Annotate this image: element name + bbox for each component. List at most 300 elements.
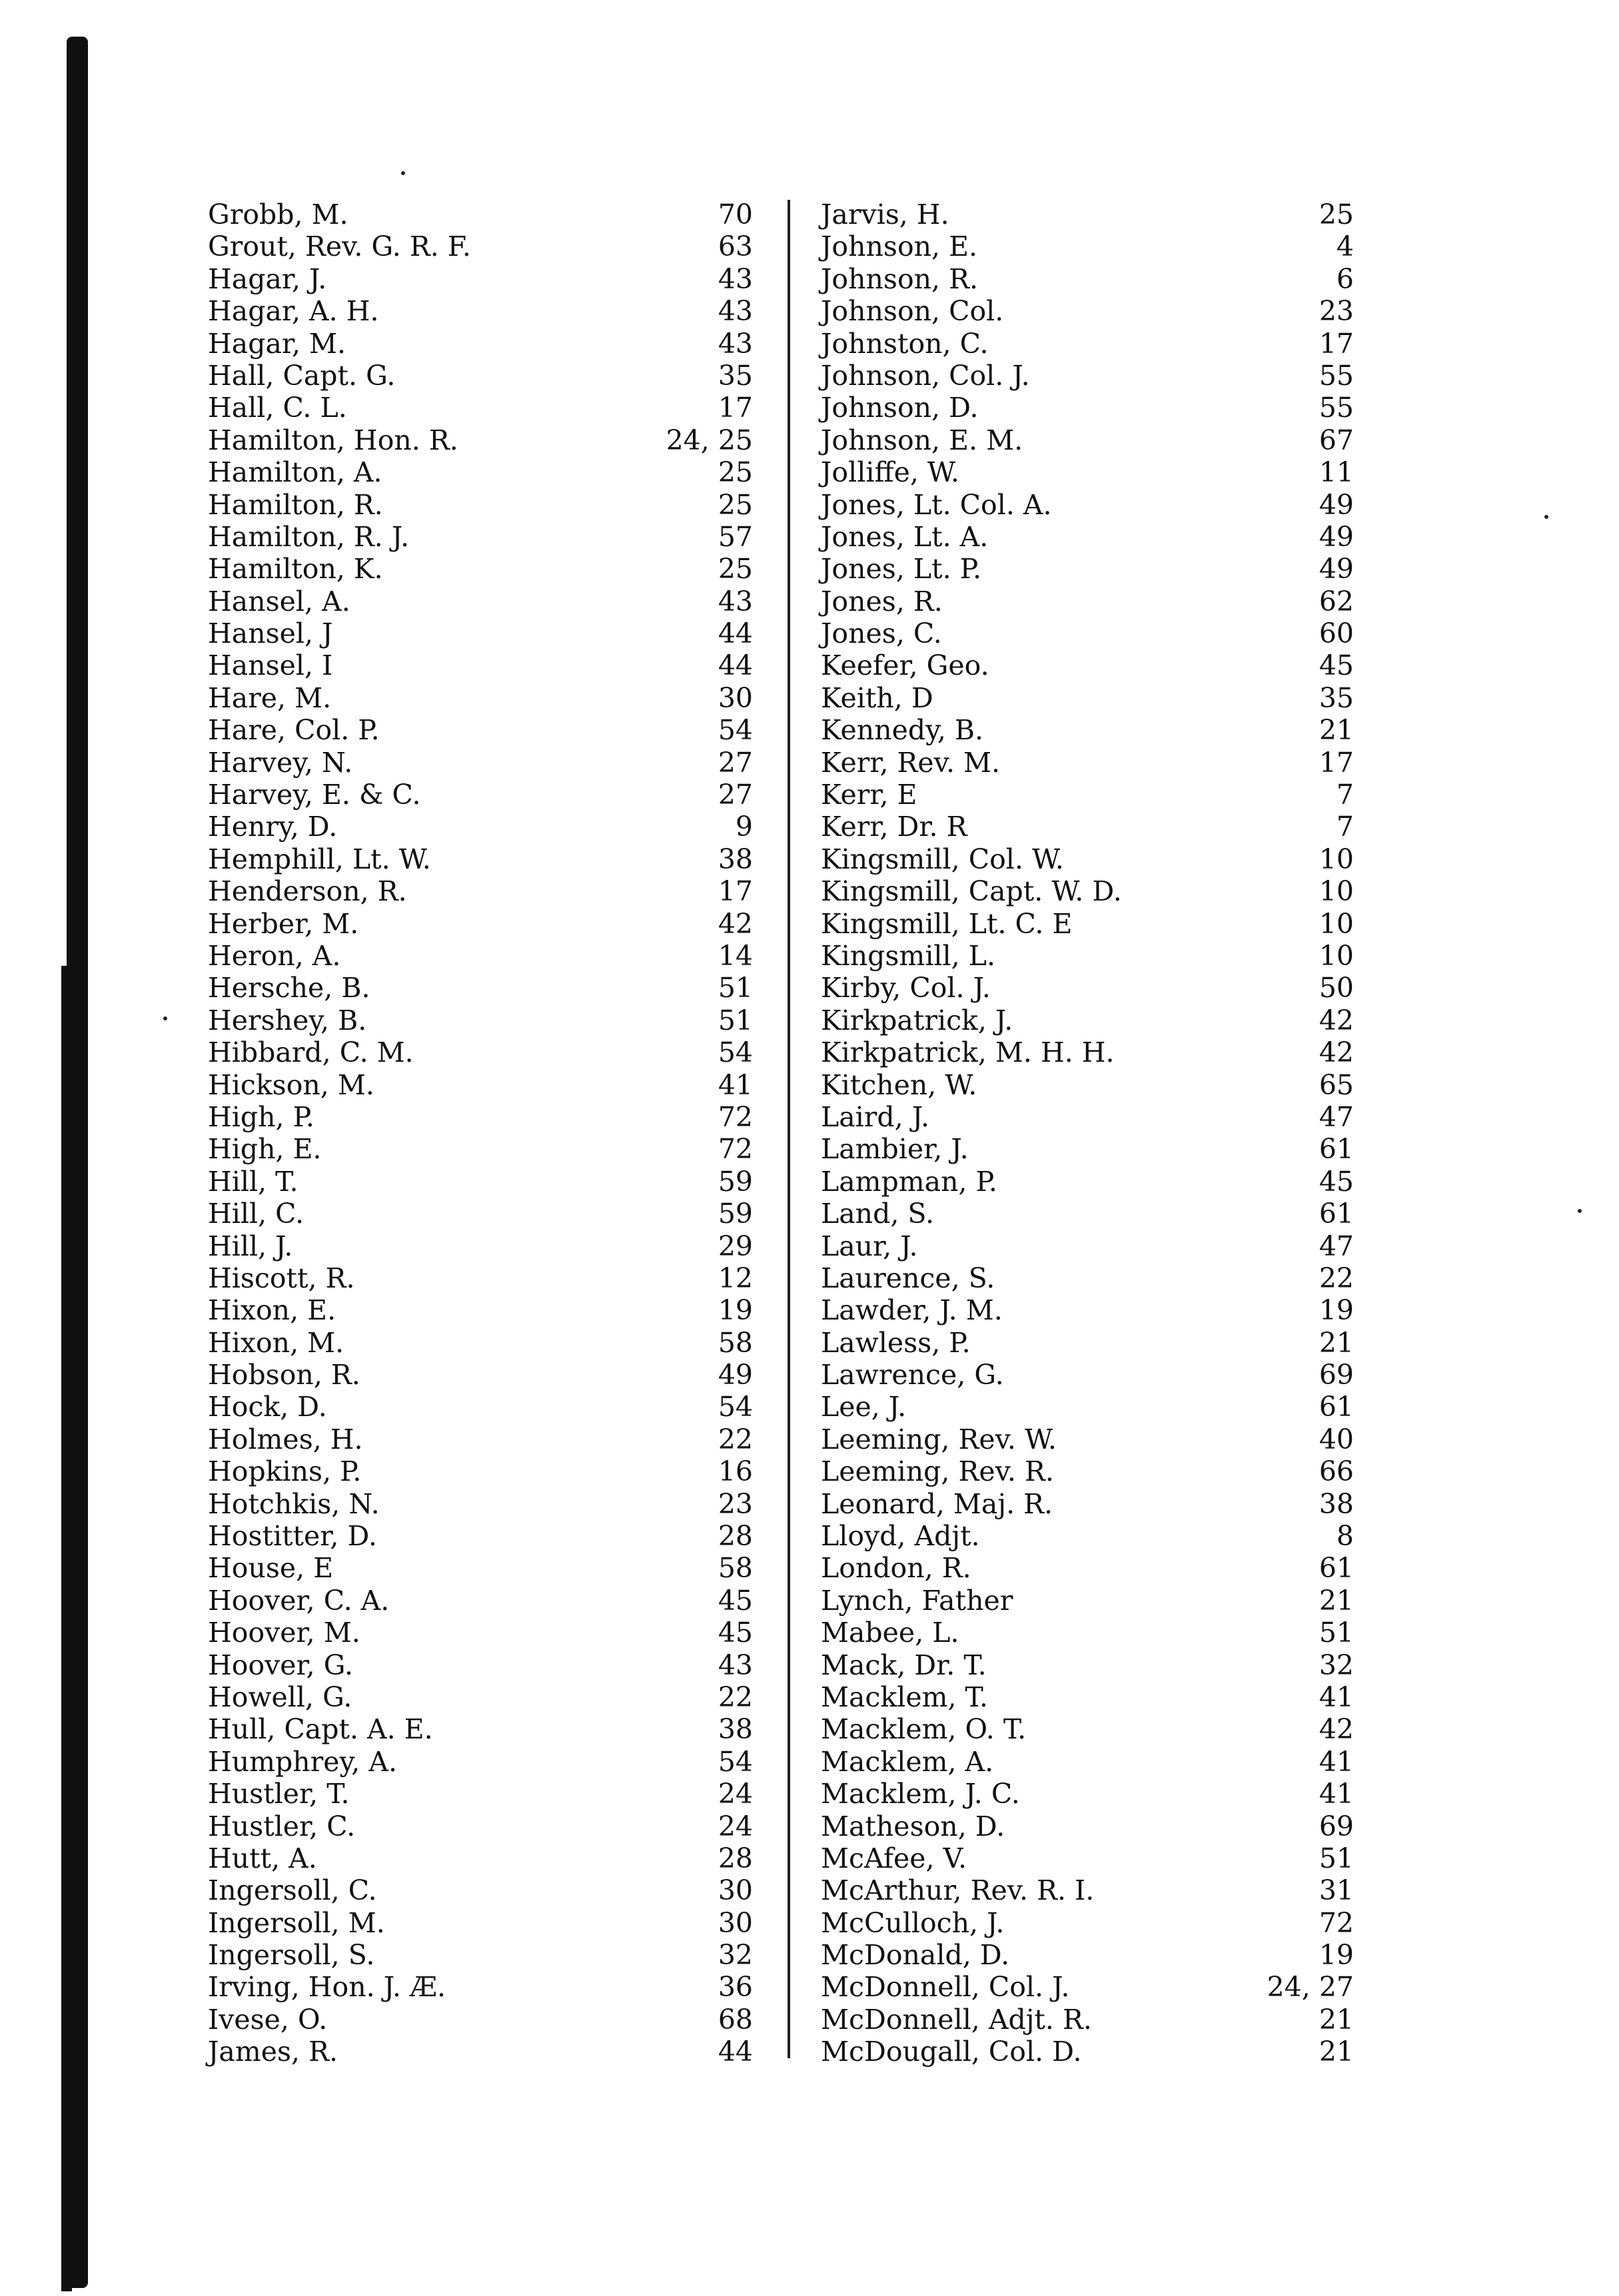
entry-name: Grobb, M.	[208, 198, 348, 230]
entry-name: Howell, G.	[208, 1681, 352, 1713]
index-entry	[208, 424, 753, 456]
entry-page: 55	[1319, 359, 1354, 392]
entry-name: Lee, J.	[821, 1391, 907, 1423]
entry-page: 45	[1319, 1165, 1354, 1198]
entry-page: 43	[718, 295, 753, 328]
entry-page: 16	[718, 1455, 753, 1488]
entry-page: 21	[1319, 2003, 1354, 2036]
entry-page: 57	[718, 520, 753, 553]
entry-page: 67	[1319, 424, 1354, 456]
entry-page: 42	[718, 907, 753, 940]
entry-name: Keith, D	[821, 681, 933, 714]
entry-name: Hock, D.	[208, 1391, 327, 1423]
index-entry	[821, 553, 1354, 585]
entry-page: 19	[1319, 1939, 1354, 1972]
entry-page: 51	[1319, 1842, 1354, 1874]
entry-name: Johnson, D.	[821, 392, 979, 424]
entry-page: 9	[735, 811, 753, 843]
index-entry	[821, 392, 1354, 424]
index-entry	[821, 1713, 1354, 1745]
entry-name: Kerr, Dr. R	[821, 811, 967, 843]
entry-page: 63	[718, 230, 753, 263]
entry-page: 42	[1319, 1036, 1354, 1069]
index-entry	[821, 1069, 1354, 1101]
index-entry	[208, 2036, 753, 2068]
index-entry	[208, 1036, 753, 1068]
entry-name: Ivese, O.	[208, 2003, 328, 2036]
index-entry	[208, 940, 753, 972]
entry-page: 66	[1319, 1455, 1354, 1488]
entry-name: McDougall, Col. D.	[821, 2036, 1082, 2068]
index-entry	[821, 1036, 1354, 1068]
entry-name: Hagar, J.	[208, 262, 327, 295]
entry-name: Mabee, L.	[821, 1617, 959, 1649]
index-entry	[208, 1874, 753, 1906]
entry-name: Kingsmill, Capt. W. D.	[821, 875, 1122, 908]
entry-name: McCulloch, J.	[821, 1906, 1005, 1939]
entry-name: Hagar, A. H.	[208, 295, 379, 328]
entry-name: Lampman, P.	[821, 1165, 997, 1198]
entry-name: Hiscott, R.	[208, 1262, 355, 1294]
entry-page: 23	[718, 1487, 753, 1520]
index-entry	[208, 972, 753, 1004]
entry-page: 47	[1319, 1100, 1354, 1133]
entry-page: 25	[718, 553, 753, 585]
entry-name: Laurence, S.	[821, 1262, 995, 1294]
entry-name: Irving, Hon. J. Æ.	[208, 1971, 446, 2004]
index-entry	[208, 1294, 753, 1326]
index-entry	[821, 1842, 1354, 1874]
entry-name: Hamilton, K.	[208, 553, 383, 585]
column-divider	[788, 200, 790, 2058]
index-entry	[208, 1552, 753, 1584]
entry-name: Kingsmill, Col. W.	[821, 843, 1064, 875]
entry-name: Hansel, A.	[208, 585, 350, 617]
entry-page: 11	[1319, 456, 1354, 489]
index-entry	[821, 489, 1354, 521]
entry-name: Kerr, Rev. M.	[821, 746, 1001, 779]
index-entry	[208, 875, 753, 907]
entry-page: 22	[1319, 1262, 1354, 1294]
entry-page: 45	[718, 1617, 753, 1649]
index-entry	[821, 875, 1354, 907]
entry-name: House, E	[208, 1552, 334, 1585]
index-entry	[821, 1133, 1354, 1165]
entry-name: London, R.	[821, 1552, 971, 1585]
entry-name: Hansel, I	[208, 649, 333, 682]
entry-page: 41	[1319, 1778, 1354, 1810]
entry-page: 60	[1319, 617, 1354, 650]
index-entry	[821, 2036, 1354, 2068]
index-entry	[821, 295, 1354, 327]
entry-name: Ingersoll, C.	[208, 1874, 377, 1907]
entry-page: 50	[1319, 972, 1354, 1004]
entry-name: Jarvis, H.	[821, 198, 949, 230]
entry-page: 49	[718, 1359, 753, 1391]
entry-name: Johnston, C.	[821, 327, 989, 360]
entry-name: Grout, Rev. G. R. F.	[208, 230, 471, 263]
entry-name: Laird, J.	[821, 1100, 929, 1133]
index-entry	[821, 1327, 1354, 1359]
index-entry	[821, 1004, 1354, 1036]
entry-page: 24, 27	[1267, 1971, 1354, 2004]
index-entry	[208, 1327, 753, 1359]
entry-page: 51	[718, 972, 753, 1004]
entry-name: Hershey, B.	[208, 1004, 367, 1036]
entry-name: Hoover, C. A.	[208, 1584, 390, 1617]
entry-name: McAfee, V.	[821, 1842, 967, 1874]
index-entry	[208, 1198, 753, 1230]
index-column-right	[821, 198, 1354, 2068]
entry-page: 10	[1319, 843, 1354, 875]
entry-name: Hutt, A.	[208, 1842, 317, 1874]
index-entry	[821, 779, 1354, 811]
entry-page: 17	[1319, 327, 1354, 360]
entry-name: Hare, M.	[208, 681, 332, 714]
entry-page: 38	[718, 843, 753, 875]
entry-name: Hill, J.	[208, 1230, 293, 1262]
entry-name: Johnson, R.	[821, 262, 979, 295]
index-entry	[821, 1198, 1354, 1230]
index-entry	[208, 328, 753, 360]
entry-page: 61	[1319, 1391, 1354, 1423]
entry-page: 30	[718, 1906, 753, 1939]
index-entry	[208, 295, 753, 327]
entry-name: Hostitter, D.	[208, 1520, 377, 1553]
index-entry	[208, 714, 753, 746]
index-entry	[208, 908, 753, 940]
index-entry	[821, 1488, 1354, 1520]
entry-page: 4	[1336, 230, 1354, 263]
entry-name: Johnson, Col. J.	[821, 359, 1030, 392]
entry-name: McDonnell, Adjt. R.	[821, 2003, 1092, 2036]
index-entry	[821, 1874, 1354, 1906]
entry-page: 17	[718, 392, 753, 424]
index-entry	[208, 1166, 753, 1198]
entry-name: Matheson, D.	[821, 1810, 1005, 1842]
entry-page: 21	[1319, 1584, 1354, 1617]
entry-name: Lawrence, G.	[821, 1359, 1004, 1391]
index-entry	[208, 779, 753, 811]
index-entry	[208, 1713, 753, 1745]
index-entry	[208, 2004, 753, 2036]
entry-page: 19	[1319, 1294, 1354, 1327]
entry-page: 42	[1319, 1004, 1354, 1036]
print-speck	[1578, 1209, 1582, 1213]
entry-name: McDonnell, Col. J.	[821, 1971, 1070, 2004]
entry-name: Laur, J.	[821, 1230, 918, 1262]
index-entry	[208, 1359, 753, 1391]
entry-page: 36	[718, 1971, 753, 2004]
index-entry	[208, 747, 753, 779]
index-entry	[821, 1359, 1354, 1391]
entry-name: Ingersoll, M.	[208, 1906, 385, 1939]
entry-name: Lawder, J. M.	[821, 1294, 1003, 1327]
entry-page: 72	[718, 1133, 753, 1166]
entry-name: Hickson, M.	[208, 1068, 374, 1101]
index-entry	[208, 1842, 753, 1874]
index-entry	[208, 1488, 753, 1520]
index-entry	[821, 1649, 1354, 1681]
entry-name: Lawless, P.	[821, 1326, 971, 1359]
index-entry	[208, 585, 753, 617]
entry-name: Hopkins, P.	[208, 1455, 362, 1488]
entry-name: Hustler, C.	[208, 1810, 356, 1842]
index-entry	[821, 263, 1354, 295]
entry-name: Herber, M.	[208, 907, 359, 940]
index-entry	[208, 1681, 753, 1713]
entry-name: Ingersoll, S.	[208, 1939, 375, 1972]
index-entry	[208, 198, 753, 230]
entry-name: Kirkpatrick, J.	[821, 1004, 1013, 1036]
index-entry	[208, 1004, 753, 1036]
index-entry	[208, 1971, 753, 2003]
index-entry	[208, 649, 753, 681]
index-entry	[208, 1133, 753, 1165]
entry-page: 32	[1319, 1649, 1354, 1681]
entry-page: 25	[718, 488, 753, 521]
index-entry	[821, 2004, 1354, 2036]
index-entry	[208, 1939, 753, 1971]
entry-name: Lynch, Father	[821, 1584, 1013, 1617]
entry-page: 51	[1319, 1617, 1354, 1649]
entry-page: 29	[718, 1230, 753, 1262]
index-entry	[208, 1423, 753, 1455]
entry-page: 21	[1319, 2036, 1354, 2068]
index-entry	[821, 1101, 1354, 1133]
entry-name: Jones, Lt. A.	[821, 520, 989, 553]
entry-page: 62	[1319, 585, 1354, 617]
index-column-left	[208, 198, 753, 2068]
index-entry	[208, 263, 753, 295]
entry-name: Humphrey, A.	[208, 1745, 397, 1778]
entry-page: 42	[1319, 1713, 1354, 1746]
index-entry	[208, 1520, 753, 1552]
entry-name: Hull, Capt. A. E.	[208, 1713, 433, 1746]
entry-page: 28	[718, 1520, 753, 1553]
entry-name: Leeming, Rev. W.	[821, 1423, 1057, 1455]
binding-edge-shadow-lower	[61, 966, 72, 2291]
entry-name: Macklem, O. T.	[821, 1713, 1027, 1746]
entry-name: Kirby, Col. J.	[821, 972, 991, 1004]
entry-name: Kingsmill, Lt. C. E	[821, 907, 1073, 940]
entry-page: 69	[1319, 1810, 1354, 1842]
index-entry	[821, 585, 1354, 617]
entry-name: Lambier, J.	[821, 1133, 969, 1166]
entry-page: 44	[718, 617, 753, 650]
entry-page: 54	[718, 714, 753, 747]
index-entry	[208, 489, 753, 521]
entry-page: 12	[718, 1262, 753, 1294]
entry-page: 25	[1319, 198, 1354, 230]
entry-name: Hamilton, Hon. R.	[208, 424, 458, 456]
entry-name: Hill, C.	[208, 1198, 304, 1230]
entry-name: James, R.	[208, 2036, 338, 2068]
entry-name: Jones, Lt. P.	[821, 553, 981, 585]
entry-page: 41	[1319, 1681, 1354, 1713]
index-entry	[821, 972, 1354, 1004]
index-entry	[208, 617, 753, 649]
index-entry	[821, 360, 1354, 392]
index-entry	[821, 649, 1354, 681]
entry-name: Hagar, M.	[208, 327, 346, 360]
entry-name: Hare, Col. P.	[208, 714, 380, 747]
index-entry	[821, 1262, 1354, 1294]
entry-name: Jones, R.	[821, 585, 943, 617]
index-entry	[821, 1455, 1354, 1487]
entry-name: High, E.	[208, 1133, 322, 1166]
entry-name: Kirkpatrick, M. H. H.	[821, 1036, 1115, 1069]
index-entry	[208, 1585, 753, 1617]
index-entry	[821, 424, 1354, 456]
index-entry	[821, 1907, 1354, 1939]
entry-page: 44	[718, 649, 753, 682]
index-entry	[208, 811, 753, 843]
entry-page: 41	[1319, 1745, 1354, 1778]
index-entry	[208, 521, 753, 553]
entry-page: 30	[718, 681, 753, 714]
index-entry	[208, 1391, 753, 1423]
entry-name: Macklem, A.	[821, 1745, 994, 1778]
entry-page: 54	[718, 1391, 753, 1423]
entry-page: 10	[1319, 939, 1354, 972]
entry-page: 43	[718, 585, 753, 617]
entry-page: 35	[718, 359, 753, 392]
entry-page: 47	[1319, 1230, 1354, 1262]
entry-page: 54	[718, 1036, 753, 1069]
index-entry	[208, 682, 753, 714]
index-entry	[821, 230, 1354, 262]
index-entry	[821, 940, 1354, 972]
entry-page: 17	[1319, 746, 1354, 779]
index-entry	[821, 1585, 1354, 1617]
entry-page: 58	[718, 1326, 753, 1359]
index-entry	[821, 198, 1354, 230]
entry-name: Jones, C.	[821, 617, 942, 650]
entry-page: 43	[718, 327, 753, 360]
index-entry	[208, 1810, 753, 1842]
index-entry	[821, 617, 1354, 649]
entry-name: Hersche, B.	[208, 972, 370, 1004]
entry-page: 70	[718, 198, 753, 230]
entry-page: 61	[1319, 1198, 1354, 1230]
print-speck	[163, 1016, 167, 1020]
entry-name: Johnson, E. M.	[821, 424, 1023, 456]
index-entry	[821, 1520, 1354, 1552]
index-entry	[821, 908, 1354, 940]
entry-page: 30	[718, 1874, 753, 1907]
index-entry	[821, 1294, 1354, 1326]
index-entry	[208, 1649, 753, 1681]
entry-name: Hamilton, A.	[208, 456, 382, 489]
entry-name: Jones, Lt. Col. A.	[821, 488, 1052, 521]
entry-name: Macklem, T.	[821, 1681, 988, 1713]
index-entry	[821, 747, 1354, 779]
entry-name: Hotchkis, N.	[208, 1487, 380, 1520]
entry-page: 41	[718, 1068, 753, 1101]
entry-page: 17	[718, 875, 753, 908]
entry-name: Harvey, E. & C.	[208, 779, 421, 811]
entry-page: 65	[1319, 1068, 1354, 1101]
entry-page: 24	[718, 1778, 753, 1810]
index-entry	[208, 392, 753, 424]
entry-page: 31	[1319, 1874, 1354, 1907]
index-entry	[208, 230, 753, 262]
entry-page: 49	[1319, 553, 1354, 585]
entry-name: Lloyd, Adjt.	[821, 1520, 980, 1553]
entry-name: Hill, T.	[208, 1165, 298, 1198]
entry-name: Hixon, M.	[208, 1326, 344, 1359]
entry-page: 10	[1319, 907, 1354, 940]
entry-page: 35	[1319, 681, 1354, 714]
index-entry	[821, 1681, 1354, 1713]
index-entry	[821, 1746, 1354, 1778]
entry-page: 68	[718, 2003, 753, 2036]
entry-name: High, P.	[208, 1100, 314, 1133]
entry-name: Kerr, E	[821, 779, 917, 811]
index-entry	[821, 521, 1354, 553]
entry-name: Land, S.	[821, 1198, 935, 1230]
entry-name: Hall, Capt. G.	[208, 359, 396, 392]
entry-name: Hobson, R.	[208, 1359, 360, 1391]
index-entry	[208, 1101, 753, 1133]
index-entry	[821, 328, 1354, 360]
entry-page: 72	[1319, 1906, 1354, 1939]
entry-name: Kennedy, B.	[821, 714, 984, 747]
index-entry	[821, 1391, 1354, 1423]
entry-page: 38	[1319, 1487, 1354, 1520]
entry-page: 24, 25	[666, 424, 753, 456]
entry-name: Hixon, E.	[208, 1294, 336, 1327]
entry-page: 10	[1319, 875, 1354, 908]
index-entry	[208, 1907, 753, 1939]
entry-page: 54	[718, 1745, 753, 1778]
entry-page: 69	[1319, 1359, 1354, 1391]
entry-page: 28	[718, 1842, 753, 1874]
entry-name: Holmes, H.	[208, 1423, 363, 1455]
entry-page: 6	[1336, 262, 1354, 295]
index-entry	[821, 1552, 1354, 1584]
entry-name: Hamilton, R.	[208, 488, 383, 521]
entry-page: 55	[1319, 392, 1354, 424]
entry-page: 14	[718, 939, 753, 972]
index-entry	[821, 1230, 1354, 1262]
index-entry	[821, 811, 1354, 843]
index-entry	[821, 1939, 1354, 1971]
entry-name: Hemphill, Lt. W.	[208, 843, 431, 875]
entry-page: 21	[1319, 714, 1354, 747]
entry-name: Hall, C. L.	[208, 392, 347, 424]
index-entry	[208, 1778, 753, 1810]
index-entry	[821, 1971, 1354, 2003]
entry-page: 43	[718, 262, 753, 295]
print-speck	[1544, 515, 1548, 519]
entry-page: 38	[718, 1713, 753, 1746]
entry-page: 21	[1319, 1326, 1354, 1359]
index-entry	[208, 1746, 753, 1778]
entry-page: 24	[718, 1810, 753, 1842]
index-entry	[821, 714, 1354, 746]
entry-name: Leeming, Rev. R.	[821, 1455, 1054, 1488]
entry-name: McArthur, Rev. R. I.	[821, 1874, 1095, 1907]
entry-name: Henry, D.	[208, 811, 338, 843]
entry-page: 44	[718, 2036, 753, 2068]
entry-page: 23	[1319, 295, 1354, 328]
entry-page: 49	[1319, 520, 1354, 553]
index-entry	[821, 1778, 1354, 1810]
entry-name: Jolliffe, W.	[821, 456, 959, 489]
index-entry	[208, 1069, 753, 1101]
